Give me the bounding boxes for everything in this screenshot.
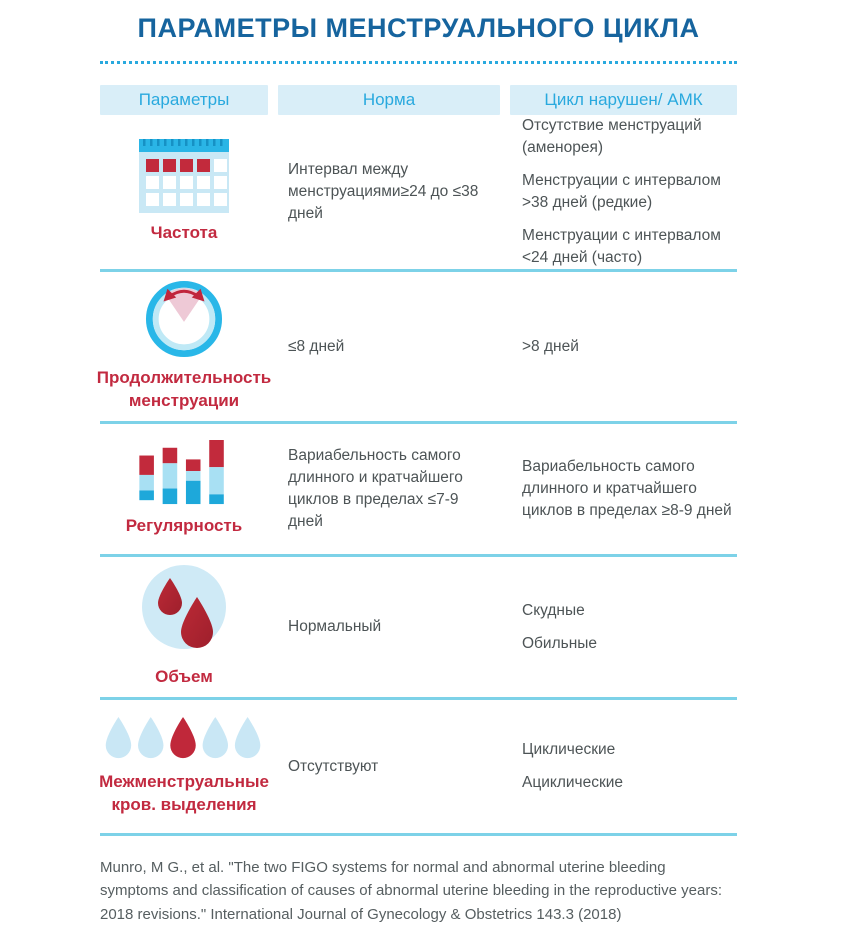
parameter-regularity <box>100 432 268 546</box>
parameter-duration <box>96 272 272 421</box>
parameter-volume <box>100 557 268 697</box>
table-row <box>96 272 737 424</box>
page-title: ПАРАМЕТРЫ МЕНСТРУАЛЬНОГО ЦИКЛА <box>137 13 700 43</box>
abnormal-cell <box>510 600 737 655</box>
parameter-intermenstrual-bleeding <box>100 709 268 825</box>
abnormal-text: Отсутствие менструаций (аменорея) <box>522 117 702 157</box>
norm-text: ≤8 дней <box>288 337 345 355</box>
norm-text: Нормальный <box>288 618 382 636</box>
bar-chart-icon <box>139 440 229 506</box>
norm-text: Интервал между менструациями≥24 до ≤38 дней <box>288 161 479 223</box>
abnormal-cell <box>510 739 737 794</box>
citation-text: Munro, M G., et al. "The two FIGO systems for normal and abnormal uterine bleeding symptoms and classification of causes of abnormal uterine bleeding in the reproductive years: 2018 revisions." International Journal of Gynecology & Obstetrics 143.3 (2018) <box>100 859 722 923</box>
abnormal-text: Ациклические <box>522 774 624 792</box>
abnormal-cell <box>510 336 737 358</box>
calendar-icon <box>139 139 229 213</box>
abnormal-cell <box>510 456 737 522</box>
infographic-page <box>96 0 737 926</box>
norm-cell <box>278 159 500 225</box>
abnormal-text: >8 дней <box>522 337 579 355</box>
norm-cell <box>278 616 500 638</box>
blood-drops-icon <box>140 565 228 657</box>
column-header-parameters: Параметры <box>100 85 268 115</box>
norm-text: Вариабельность самого длинного и кратчайшего циклов в пределах ≤7-9 дней <box>288 447 463 531</box>
abnormal-text: Скудные <box>522 601 585 619</box>
table-row <box>100 557 737 700</box>
dotted-divider <box>100 61 737 64</box>
parameter-label: Продолжительность менструации <box>96 368 272 411</box>
abnormal-text: Циклические <box>522 741 616 759</box>
norm-cell <box>278 445 500 533</box>
spotting-drops-icon <box>105 717 263 762</box>
abnormal-text: Обильные <box>522 634 598 652</box>
norm-cell <box>278 336 500 358</box>
parameter-frequency <box>100 131 268 253</box>
abnormal-text: Менструации с интервалом <24 дней (часто) <box>522 227 721 267</box>
parameter-label: Регулярность <box>125 516 243 536</box>
column-header-abnormal: Цикл нарушен/ АМК <box>510 85 737 115</box>
parameter-label: Объем <box>155 667 213 687</box>
abnormal-text: Вариабельность самого длинного и кратчайшего циклов в пределах ≥8-9 дней <box>522 458 732 520</box>
parameter-label: Частота <box>150 223 218 243</box>
abnormal-text: Менструации с интервалом >38 дней (редкие) <box>522 172 721 212</box>
table-row <box>100 424 737 557</box>
cycle-duration-clock-icon <box>145 280 223 358</box>
table-row <box>100 700 737 836</box>
table-header <box>100 85 737 115</box>
parameter-label: Межменструальные кров. выделения <box>99 771 269 814</box>
norm-cell <box>278 756 500 778</box>
abnormal-cell <box>510 115 737 269</box>
column-header-norm: Норма <box>278 85 500 115</box>
table-row <box>100 115 737 272</box>
norm-text: Отсутствуют <box>288 757 379 775</box>
